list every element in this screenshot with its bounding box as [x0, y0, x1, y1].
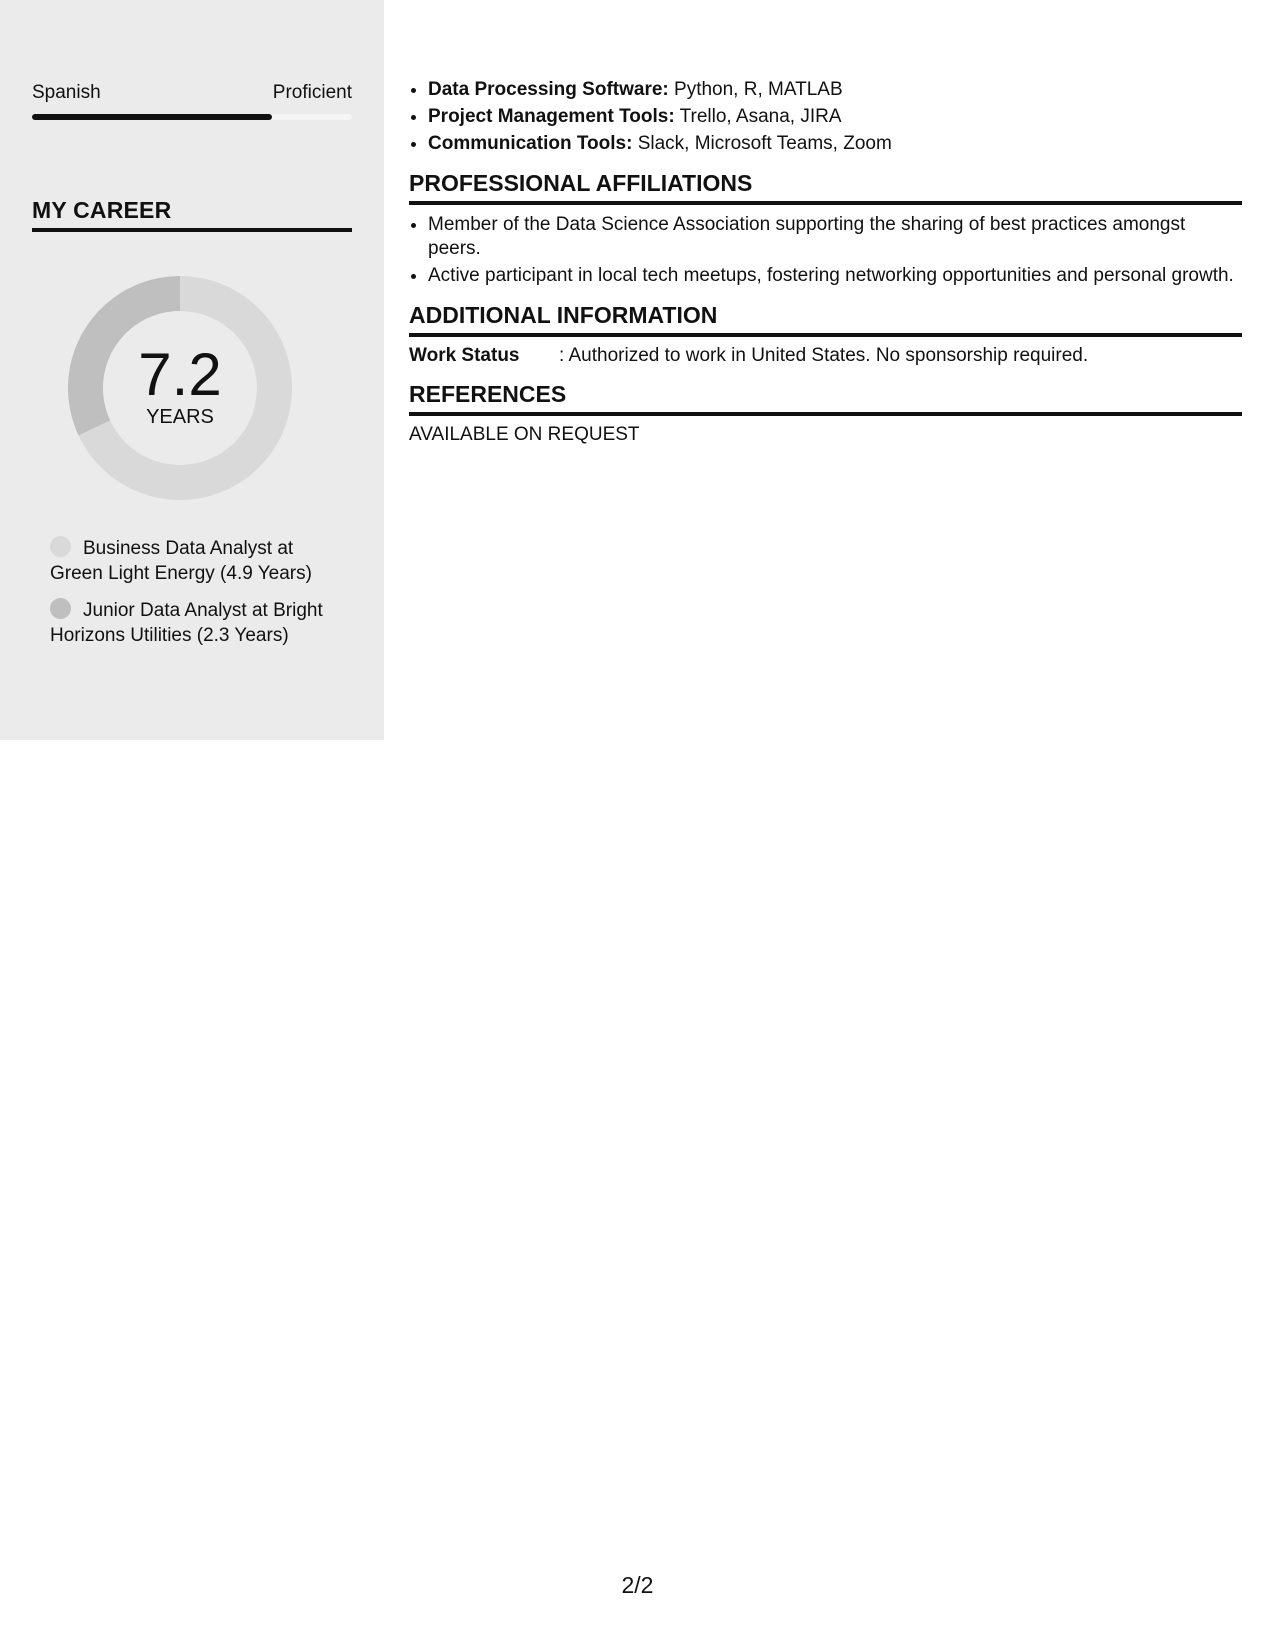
- work-status-row: [409, 345, 1242, 367]
- donut-center: [66, 274, 294, 502]
- skill-value: Trello, Asana, JIRA: [674, 106, 842, 127]
- main-content: [409, 78, 1242, 446]
- skill-label: Data Processing Software:: [428, 79, 669, 100]
- references-text: AVAILABLE ON REQUEST: [409, 424, 640, 445]
- page-number: 2/2: [621, 1572, 654, 1598]
- legend-dot-icon: [50, 598, 71, 619]
- language-proficiency-fill: [32, 114, 272, 120]
- additional-info-heading: ADDITIONAL INFORMATION: [409, 302, 1242, 337]
- legend-item: [50, 536, 340, 586]
- language-level: Proficient: [272, 82, 352, 103]
- legend-label: Junior Data Analyst at Bright Horizons Utilities (2.3 Years): [50, 600, 323, 646]
- skill-item: [428, 105, 1242, 129]
- references-heading: REFERENCES: [409, 381, 1242, 416]
- work-status-value: : Authorized to work in United States. No sponsorship required.: [559, 345, 1089, 366]
- skill-value: Slack, Microsoft Teams, Zoom: [632, 133, 892, 154]
- career-total-value: 7.2: [138, 340, 222, 408]
- language-name: Spanish: [32, 82, 101, 103]
- affiliation-item: • Active participant in local tech meetups, fostering networking opportunities and personal growth.: [428, 264, 1242, 288]
- affiliations-list: [409, 213, 1242, 288]
- legend-label: Business Data Analyst at Green Light Energy (4.9 Years): [50, 538, 312, 584]
- language-row: [32, 82, 352, 104]
- career-total-unit: YEARS: [146, 405, 214, 428]
- legend-dot-icon: [50, 536, 71, 557]
- skill-value: Python, R, MATLAB: [668, 79, 843, 100]
- affiliation-item: • Member of the Data Science Association supporting the sharing of best practices amongst peers.: [428, 213, 1242, 261]
- affiliations-heading: PROFESSIONAL AFFILIATIONS: [409, 170, 1242, 205]
- career-legend: [50, 536, 340, 660]
- language-proficiency-bar: [32, 114, 352, 120]
- skill-item: [428, 132, 1242, 156]
- work-status-label: Work Status: [409, 345, 520, 366]
- skill-item: [428, 78, 1242, 102]
- legend-item: [50, 598, 340, 648]
- skill-label: Project Management Tools:: [428, 106, 675, 127]
- skill-label: Communication Tools:: [428, 133, 633, 154]
- sidebar: [0, 0, 384, 740]
- skills-list: [409, 78, 1242, 156]
- career-heading: MY CAREER: [32, 197, 352, 232]
